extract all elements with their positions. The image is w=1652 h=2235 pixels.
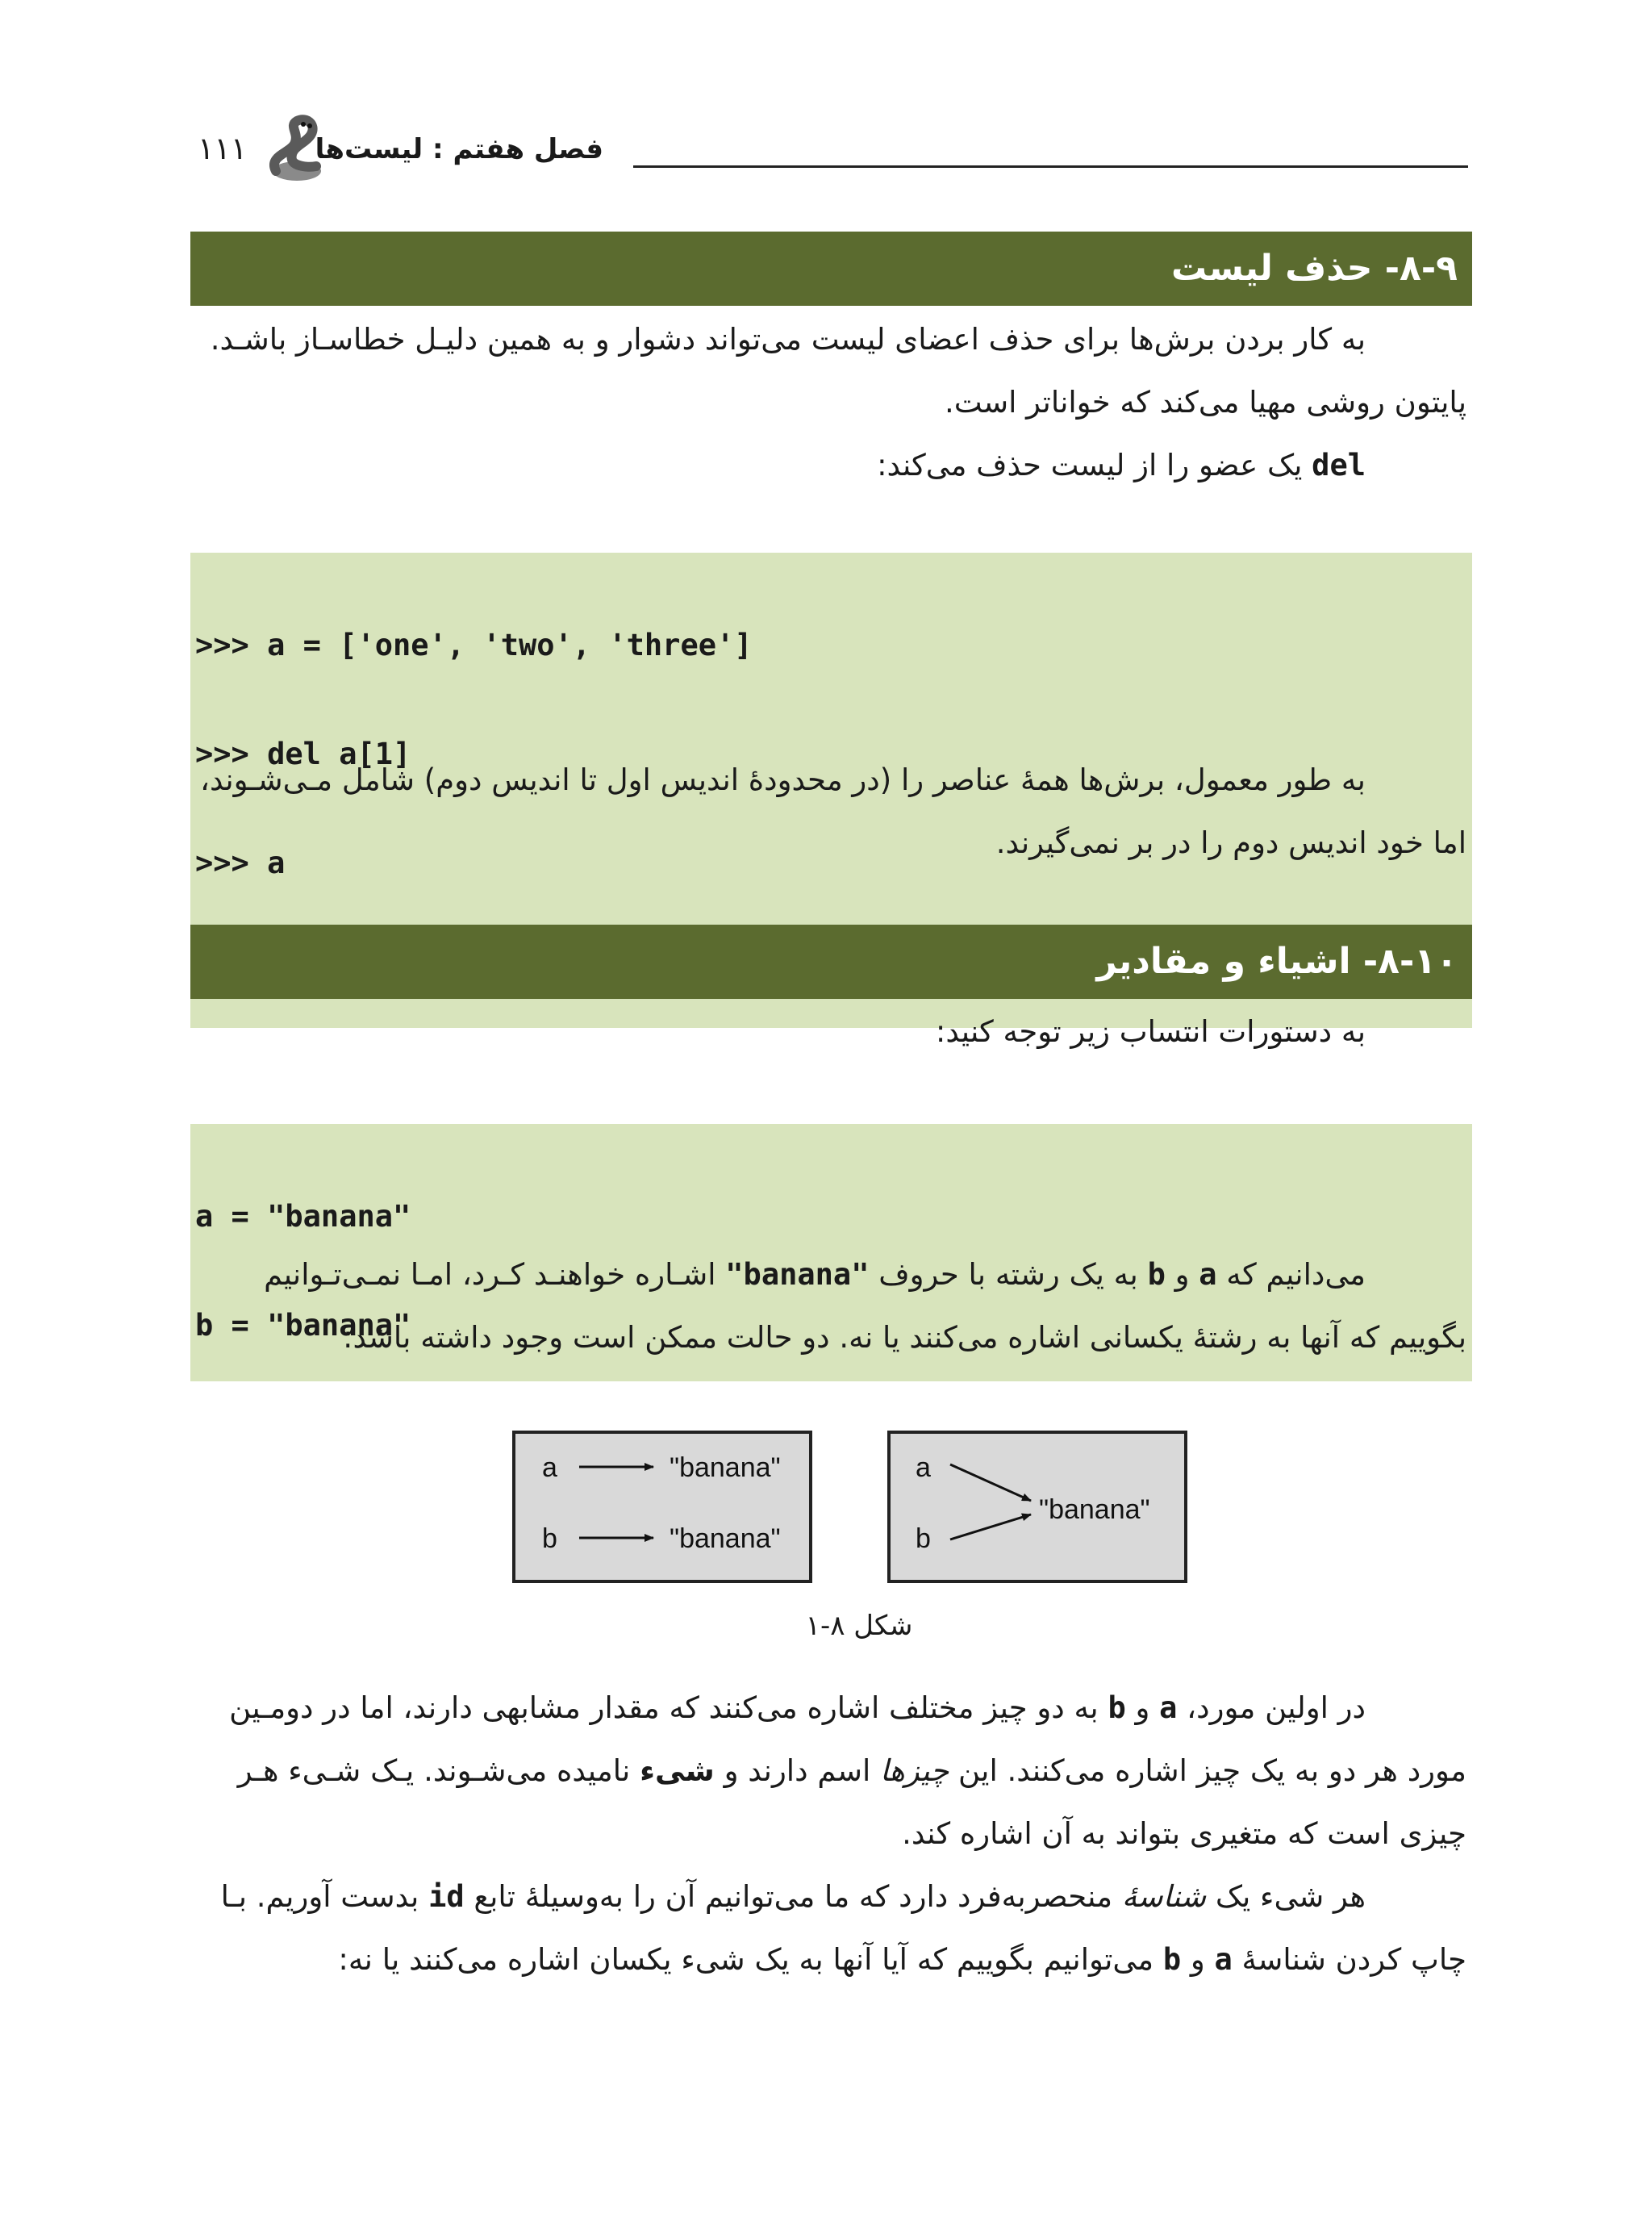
inline-code: id xyxy=(428,1879,465,1914)
text-line xyxy=(184,1677,1466,1740)
inline-text: هر شیء یک xyxy=(1206,1879,1366,1914)
inline-code: "banana" xyxy=(725,1257,870,1292)
text-line: پایتون روشی مهیا می‌کند که خواناتر است. xyxy=(944,385,1466,420)
text-line: به کار بردن برش‌ها برای حذف اعضای لیست می‌تواند دشوار و به همین دلیـل خطاسـاز باشـد. xyxy=(210,322,1366,357)
text-line xyxy=(184,1740,1466,1803)
inline-text: اشـاره خواهنـد کـرد، امـا نمـی‌تـوانیم xyxy=(264,1257,726,1292)
italic-term: چیزها xyxy=(880,1753,949,1788)
inline-code: a xyxy=(1159,1690,1178,1725)
inline-code: b xyxy=(1108,1690,1126,1725)
inline-code: b xyxy=(1162,1942,1182,1977)
text-line: چیزی است که متغیری بتواند به آن اشاره کند. xyxy=(902,1816,1466,1851)
figure-var-label: a xyxy=(542,1452,557,1483)
figure-right-box xyxy=(889,1432,1186,1581)
figure-value-label: "banana" xyxy=(1039,1494,1150,1525)
figure-caption: شکل ۸-۱ xyxy=(805,1610,913,1642)
inline-text: به دو چیز مختلف اشاره می‌کنند که مقدار مشابهی دارند، اما در دومـین xyxy=(229,1690,1108,1725)
inline-text: می‌دانیم که xyxy=(1216,1257,1366,1292)
paragraph-objects xyxy=(184,1677,1466,1991)
figure-var-label: b xyxy=(916,1523,931,1554)
inline-text: نامیده می‌شـوند. یـک شـیء هـر xyxy=(237,1753,640,1788)
inline-text: به یک رشته با حروف xyxy=(869,1257,1148,1292)
code-line: >>> del a[1] xyxy=(195,737,411,771)
inline-text: می‌توانیم بگوییم که آیا آنها به یک شیء یکسان اشاره می‌کنند یا نه: xyxy=(338,1942,1163,1977)
italic-term: شناسهٔ xyxy=(1121,1879,1207,1914)
code-line: b = "banana" xyxy=(195,1308,411,1343)
inline-text: در اولین مورد، xyxy=(1177,1690,1366,1725)
inline-code: a xyxy=(1199,1257,1217,1292)
inline-text: مورد هر دو به یک چیز اشاره می‌کنند. این xyxy=(949,1753,1466,1788)
text-line: بگوییم که آنها به رشتهٔ یکسانی اشاره می‌کنند یا نه. دو حالت ممکن است وجود داشته باشد: xyxy=(343,1320,1466,1355)
inline-text: و xyxy=(1165,1257,1199,1292)
chapter-title: فصل هفتم : لیست‌ها xyxy=(315,133,603,165)
inline-code: del xyxy=(1312,448,1366,483)
text-line xyxy=(184,1928,1466,1991)
inline-text: یک عضو را از لیست حذف می‌کند: xyxy=(877,448,1312,483)
text-line: به طور معمول، برش‌ها همهٔ عناصر را (در محدودهٔ اندیس اول تا اندیس دوم) شامل مـی‌شـوند، xyxy=(200,762,1366,797)
text-line: به دستورات انتساب زیر توجه کنید: xyxy=(935,1014,1366,1049)
section-heading-objects-values: ۸-۱۰- اشیاء و مقادیر xyxy=(190,925,1472,999)
inline-code: b xyxy=(1147,1257,1166,1292)
inline-text: منحصربه‌فرد دارد که ما می‌توانیم آن را به‌وسیلهٔ تابع xyxy=(464,1879,1122,1914)
code-line: a = "banana" xyxy=(195,1199,411,1234)
figure-var-label: b xyxy=(542,1523,557,1554)
code-line: >>> a xyxy=(195,846,286,880)
figure-value-label: "banana" xyxy=(670,1523,781,1554)
inline-text: بدست آوریم. بـا xyxy=(220,1879,429,1914)
figure-var-label: a xyxy=(916,1452,931,1483)
inline-text: چاپ کردن شناسهٔ xyxy=(1232,1942,1466,1977)
inline-code: a xyxy=(1214,1942,1233,1977)
page-number: ۱۱۱ xyxy=(198,131,248,166)
figure-left-box xyxy=(514,1432,811,1581)
section-heading-delete-list: ۸-۹- حذف لیست xyxy=(190,232,1472,306)
code-line: >>> a = ['one', 'two', 'three'] xyxy=(195,628,753,662)
inline-text: اسم دارند و xyxy=(714,1753,880,1788)
figure-value-label: "banana" xyxy=(670,1452,781,1483)
bold-term: شیء xyxy=(640,1753,715,1788)
text-line xyxy=(184,1865,1466,1928)
text-line: اما خود اندیس دوم را در بر نمی‌گیرند. xyxy=(995,825,1466,860)
inline-text: و xyxy=(1125,1690,1160,1725)
inline-text: و xyxy=(1181,1942,1215,1977)
